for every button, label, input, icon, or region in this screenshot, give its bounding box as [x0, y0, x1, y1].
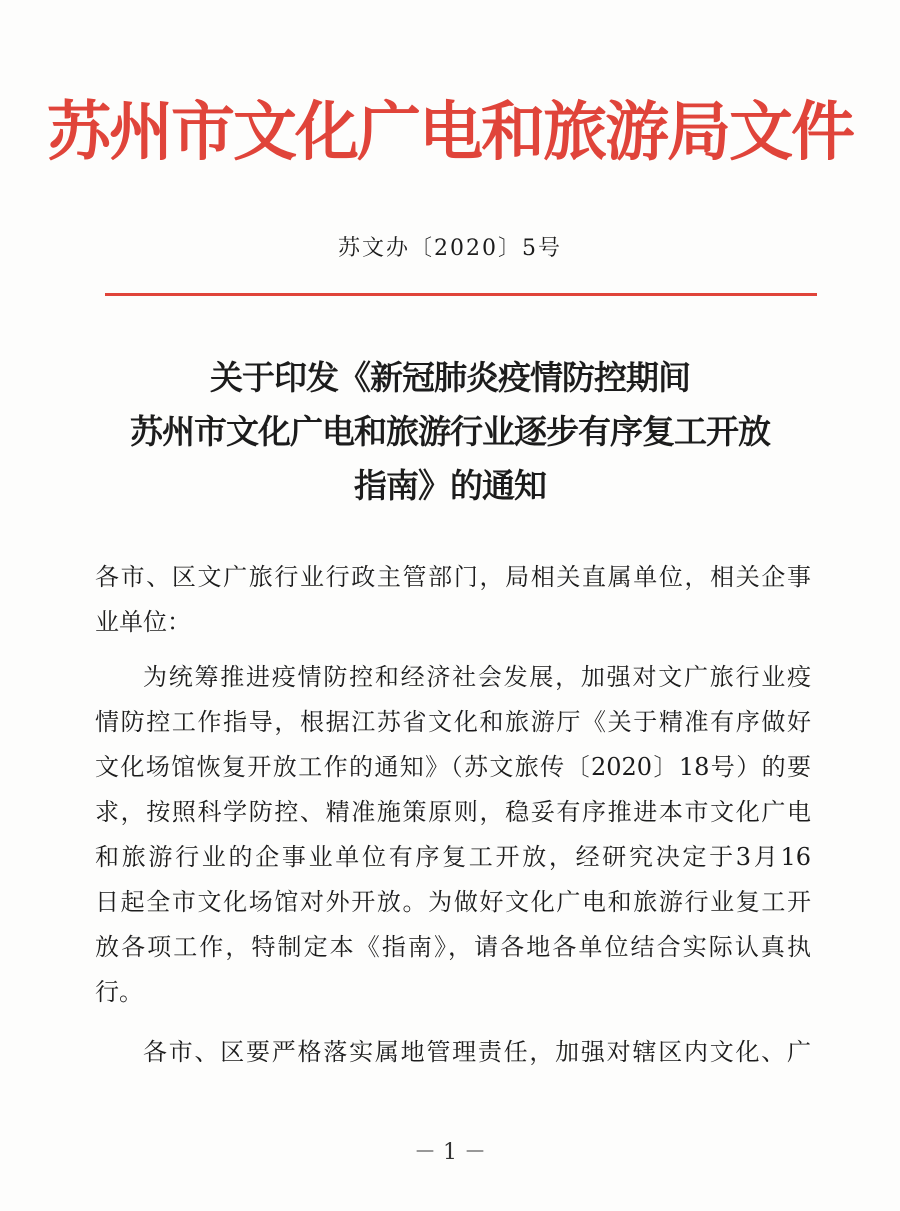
document-title	[0, 351, 900, 513]
title-line: 指南》的通知	[354, 466, 546, 505]
body-line: 放各项工作，特制定本《指南》，请各地各单位结合实际认真执	[95, 933, 811, 961]
body-line: 文化场馆恢复开放工作的通知》（苏文旅传〔2020〕18号）的要	[95, 753, 811, 781]
body-line: 行。	[95, 978, 143, 1006]
body-line: 求，按照科学防控、精准施策原则，稳妥有序推进本市文化广电	[95, 798, 811, 826]
paragraph-1	[95, 655, 811, 1015]
body-line: 各市、区要严格落实属地管理责任，加强对辖区内文化、广	[143, 1038, 811, 1066]
red-divider-line	[105, 293, 817, 296]
document-number: 苏文办〔2020〕5号	[338, 236, 562, 261]
body-line: 情防控工作指导，根据江苏省文化和旅游厅《关于精准有序做好	[95, 708, 811, 736]
paragraph-2	[95, 1030, 811, 1075]
salutation	[95, 555, 811, 645]
body-line: 日起全市文化场馆对外开放。为做好文化广电和旅游行业复工开	[95, 888, 811, 916]
body-line: 和旅游行业的企事业单位有序复工开放，经研究决定于3月16	[95, 843, 811, 871]
document-body	[95, 555, 811, 1075]
title-line: 关于印发《新冠肺炎疫情防控期间	[210, 358, 690, 397]
body-line: 业单位：	[95, 608, 191, 636]
body-line: 各市、区文广旅行业行政主管部门，局相关直属单位，相关企事	[95, 563, 811, 591]
document-masthead: 苏州市文化广电和旅游局文件	[47, 96, 853, 170]
title-line: 苏州市文化广电和旅游行业逐步有序复工开放	[130, 412, 770, 451]
body-line: 为统筹推进疫情防控和经济社会发展，加强对文广旅行业疫	[143, 663, 811, 691]
page-number: － 1 －	[414, 1140, 486, 1165]
